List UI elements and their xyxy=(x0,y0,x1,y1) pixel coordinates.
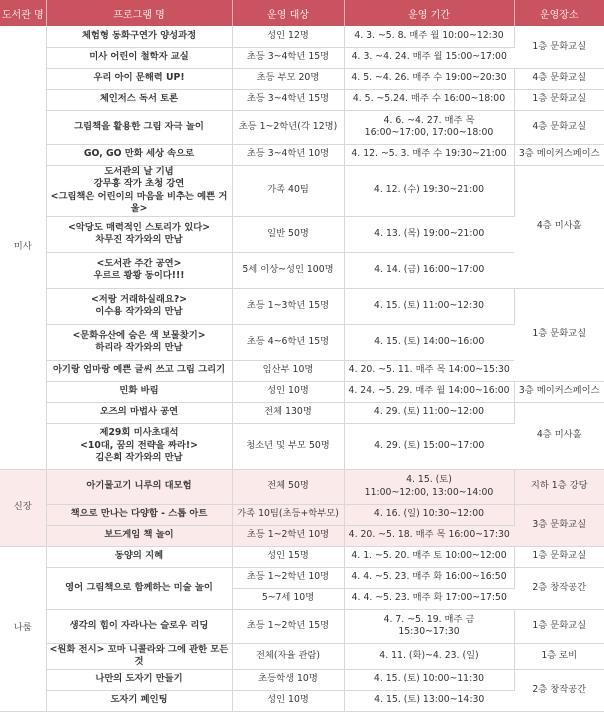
period-cell: 4. 15. (토) 11:00~12:30 xyxy=(344,288,514,324)
target-cell: 성인 12명 xyxy=(232,26,344,47)
place-cell: 2층 창작공간 xyxy=(514,567,604,609)
header-place: 운영장소 xyxy=(514,0,604,26)
table-row xyxy=(0,423,604,469)
period-cell: 4. 5. ~5.24. 매주 수 16:00~18:00 xyxy=(344,89,514,110)
target-cell: 초등 1~2학년(각 12명) xyxy=(232,110,344,144)
table-row xyxy=(0,165,604,216)
target-cell: 청소년 및 부모 50명 xyxy=(232,423,344,469)
period-cell: 4. 15. (토) 10:00~11:30 xyxy=(344,669,514,690)
program-cell: <저랑 거래하실래요?> 이수용 작가와의 만남 xyxy=(46,288,232,324)
table-row xyxy=(0,504,604,525)
program-cell: 나만의 도자기 만들기 xyxy=(46,669,232,690)
table-row xyxy=(0,609,604,643)
table-row xyxy=(0,89,604,110)
period-cell: 4. 11. (화)~4. 23. (일) xyxy=(344,643,514,669)
program-cell: 생각의 힘이 자라나는 슬로우 리딩 xyxy=(46,609,232,643)
period-cell: 4. 1. ~5. 20. 매주 토 10:00~12:00 xyxy=(344,546,514,567)
place-cell: 4층 문화교실 xyxy=(514,110,604,144)
table-row xyxy=(0,26,604,47)
period-cell: 4. 16. (일) 10:30~12:00 xyxy=(344,504,514,525)
period-cell: 4. 13. (목) 19:00~21:00 xyxy=(344,216,514,252)
period-cell: 4. 3. ~5. 8. 매주 월 10:00~12:30 xyxy=(344,26,514,47)
library-cell-narae: 나룸 xyxy=(0,546,46,711)
target-cell: 초등 1~2학년 15명 xyxy=(232,609,344,643)
program-cell: <문화유산에 숨은 색 보물찾기> 하리라 작가와의 만남 xyxy=(46,324,232,360)
period-cell: 4. 15. (토) 11:00~12:00, 13:00~14:00 xyxy=(344,469,514,504)
period-cell: 4. 4. ~5. 23. 매주 화 16:00~16:50 xyxy=(344,567,514,588)
target-cell: 초등 1~2학년 10명 xyxy=(232,525,344,546)
library-cell-sinjang: 신장 xyxy=(0,469,46,546)
period-cell: 4. 20. ~5. 18. 매주 목 16:00~17:30 xyxy=(344,525,514,546)
program-cell: <원화 전시> 꼬마 니콜라와 그에 관한 모든 것 xyxy=(46,643,232,669)
target-cell: 초등 3~4학년 10명 xyxy=(232,144,344,165)
target-cell: 초등 3~4학년 15명 xyxy=(232,47,344,68)
program-cell: <도서관 주간 공연> 우르르 쾅쾅 동이다!!! xyxy=(46,252,232,288)
header-row xyxy=(0,0,604,26)
place-cell: 1층 문화교실 xyxy=(514,288,604,381)
place-cell: 지하 1층 강당 xyxy=(514,469,604,504)
table-row xyxy=(0,360,604,381)
header-program: 프로그램 명 xyxy=(46,0,232,26)
table-row xyxy=(0,252,604,288)
table-row xyxy=(0,110,604,144)
place-cell: 1층 문화교실 xyxy=(514,546,604,567)
table-row xyxy=(0,643,604,669)
program-cell: 그림책을 활용한 그림 자극 놀이 xyxy=(46,110,232,144)
period-cell: 4. 12. (수) 19:30~21:00 xyxy=(344,165,514,216)
place-cell: 4층 미사홀 xyxy=(514,165,604,288)
program-cell: 보드게임 책 놀이 xyxy=(46,525,232,546)
target-cell: 초등학생 10명 xyxy=(232,669,344,690)
place-cell: 1층 문화교실 xyxy=(514,26,604,68)
target-cell: 전체 130명 xyxy=(232,402,344,423)
target-cell: 성인 10명 xyxy=(232,690,344,711)
program-cell: GO, GO 만화 세상 속으로 xyxy=(46,144,232,165)
target-cell: 임산부 10명 xyxy=(232,360,344,381)
header-library: 도서관 명 xyxy=(0,0,46,26)
target-cell: 초등 3~4학년 15명 xyxy=(232,89,344,110)
target-cell: 5세 이상~성인 100명 xyxy=(232,252,344,288)
table-row xyxy=(0,381,604,402)
period-cell: 4. 5. ~4. 26. 매주 수 19:00~20:30 xyxy=(344,68,514,89)
place-cell: 1층 문화교실 xyxy=(514,609,604,643)
period-cell: 4. 15. (토) 13:00~14:30 xyxy=(344,690,514,711)
period-cell: 4. 29. (토) 15:00~17:00 xyxy=(344,423,514,469)
header-period: 운영 기간 xyxy=(344,0,514,26)
period-cell: 4. 14. (금) 16:00~17:00 xyxy=(344,252,514,288)
program-cell: <악당도 매력적인 스토리가 있다> 차무진 작가와의 만남 xyxy=(46,216,232,252)
program-cell: 체인저스 독서 토론 xyxy=(46,89,232,110)
target-cell: 전체(자율 관람) xyxy=(232,643,344,669)
table-row xyxy=(0,288,604,324)
table-row xyxy=(0,324,604,360)
target-cell: 전체 50명 xyxy=(232,469,344,504)
table-row xyxy=(0,546,604,567)
program-cell: 동양의 지혜 xyxy=(46,546,232,567)
program-cell: 책으로 만나는 다양함 - 스톱 아트 xyxy=(46,504,232,525)
program-cell: 아기랑 엄마랑 예쁜 글씨 쓰고 그림 그리기 xyxy=(46,360,232,381)
target-cell: 5~7세 10명 xyxy=(232,588,344,609)
program-cell: 아기물고기 니루의 대모험 xyxy=(46,469,232,504)
library-cell-misa: 미사 xyxy=(0,26,46,469)
place-cell: 3층 메이커스페이스 xyxy=(514,381,604,402)
place-cell: 1층 로비 xyxy=(514,643,604,669)
period-cell: 4. 24. ~5. 29. 매주 월 14:00~16:00 xyxy=(344,381,514,402)
table-row xyxy=(0,47,604,68)
target-cell: 초등 4~6학년 15명 xyxy=(232,324,344,360)
place-cell: 4층 문화교실 xyxy=(514,68,604,89)
period-cell: 4. 12. ~5. 3. 매주 수 19:30~21:00 xyxy=(344,144,514,165)
program-cell: 제29회 미사초대석 <10대, 꿈의 전략을 짜라!> 김은희 작가와의 만남 xyxy=(46,423,232,469)
table-row xyxy=(0,525,604,546)
place-cell: 2층 창작공간 xyxy=(514,669,604,711)
program-cell: 도자기 페인팅 xyxy=(46,690,232,711)
target-cell: 가족 10팀(초등+학부모) xyxy=(232,504,344,525)
target-cell: 초등 부모 20명 xyxy=(232,68,344,89)
period-cell: 4. 4. ~5. 23. 매주 화 17:00~17:50 xyxy=(344,588,514,609)
place-cell: 3층 메이커스페이스 xyxy=(514,144,604,165)
header-target: 운영 대상 xyxy=(232,0,344,26)
target-cell: 일반 50명 xyxy=(232,216,344,252)
table-row xyxy=(0,690,604,711)
target-cell: 성인 10명 xyxy=(232,381,344,402)
table-row xyxy=(0,216,604,252)
table-row xyxy=(0,68,604,89)
period-cell: 4. 15. (토) 14:00~16:00 xyxy=(344,324,514,360)
period-cell: 4. 20. ~5. 11. 매주 목 14:00~15:30 xyxy=(344,360,514,381)
place-cell: 4층 미사홀 xyxy=(514,402,604,469)
target-cell: 가족 40팀 xyxy=(232,165,344,216)
period-cell: 4. 3. ~4. 24. 매주 월 15:00~17:00 xyxy=(344,47,514,68)
place-cell: 3층 문화교실 xyxy=(514,504,604,546)
program-cell: 영어 그림책으로 함께하는 미술 놀이 xyxy=(46,567,232,609)
program-cell: 우리 아이 문해력 UP! xyxy=(46,68,232,89)
table-row xyxy=(0,144,604,165)
target-cell: 초등 1~3학년 15명 xyxy=(232,288,344,324)
period-cell: 4. 29. (토) 11:00~12:00 xyxy=(344,402,514,423)
table-row xyxy=(0,567,604,588)
table-row xyxy=(0,669,604,690)
program-cell: 민화 바림 xyxy=(46,381,232,402)
period-cell: 4. 6. ~4. 27. 매주 목 16:00~17:00, 17:00~18:00 xyxy=(344,110,514,144)
program-cell: 미사 어린이 철학자 교실 xyxy=(46,47,232,68)
period-cell: 4. 7. ~5. 19. 매주 금 15:30~17:30 xyxy=(344,609,514,643)
table-row xyxy=(0,469,604,504)
program-cell: 오즈의 마법사 공연 xyxy=(46,402,232,423)
program-cell: 도서관의 날 기념 강무홍 작가 초청 강연 <그림책은 어린이의 마음을 비추는 예쁜 거울> xyxy=(46,165,232,216)
program-cell: 체험형 동화구연가 양성과정 xyxy=(46,26,232,47)
target-cell: 초등 1~2학년 10명 xyxy=(232,567,344,588)
place-cell: 1층 문화교실 xyxy=(514,89,604,110)
target-cell: 성인 15명 xyxy=(232,546,344,567)
table-row xyxy=(0,402,604,423)
